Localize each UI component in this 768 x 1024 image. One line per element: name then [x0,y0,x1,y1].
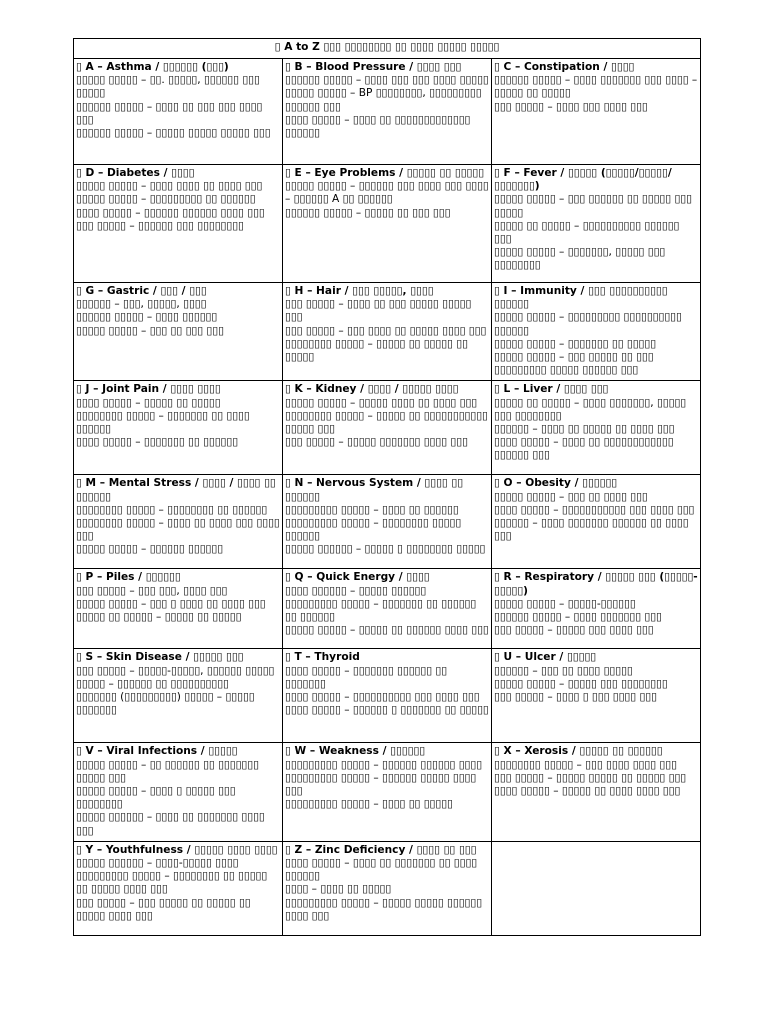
table-row [74,743,701,841]
remedy-line: ▯▯▯▯▯ ▯▯▯▯▯ – ▯▯▯▯▯▯ ▯▯▯▯▯▯ [76,543,224,556]
table-row [74,841,701,935]
remedy-line: ▯▯▯▯▯ ▯▯▯▯▯▯ – ▯▯▯▯-▯▯▯▯▯ ▯▯▯▯ [76,857,239,870]
remedy-line: ▯▯▯▯▯▯▯▯ ▯▯▯▯▯ – ▯▯▯▯▯▯▯▯ ▯▯ ▯▯▯▯▯▯ [76,503,268,516]
remedy-line: ▯▯▯▯▯▯▯▯▯ ▯▯▯▯▯ – ▯▯▯▯▯▯ ▯▯▯▯▯ ▯▯▯▯ ▯▯▯ [285,771,477,798]
remedy-cell [283,475,492,569]
remedy-line: ▯▯▯▯▯▯▯ (▯▯▯▯▯▯▯▯▯) ▯▯▯▯▯ – ▯▯▯▯▯ ▯▯▯▯▯▯▯ [76,691,255,717]
remedy-line: ▯▯▯ ▯▯▯▯▯ – ▯▯▯ ▯▯▯, ▯▯▯▯ ▯▯▯ [76,584,228,597]
remedy-cell [74,283,283,381]
remedy-line: ▯▯▯ ▯▯▯▯▯ – ▯▯▯▯▯-▯▯▯▯▯, ▯▯▯▯▯▯ ▯▯▯▯▯ ▯▯▯▯▯ – ▯▯▯▯▯▯ ▯▯ ▯▯▯▯▯▯▯▯▯▯ [76,664,275,690]
remedy-cell [74,475,283,569]
remedy-cell [492,59,701,165]
remedy-heading: ▯ H – Hair / ▯▯▯ ▯▯▯▯▯, ▯▯▯▯ [285,285,434,297]
remedy-line: ▯▯▯ ▯▯▯▯▯ – ▯▯▯▯ ▯ ▯▯▯ ▯▯▯▯ ▯▯▯ [494,691,657,704]
remedy-heading: ▯ D – Diabetes / ▯▯▯▯ [76,167,195,179]
remedy-cell [283,283,492,381]
remedy-line: ▯▯▯▯▯ ▯▯▯▯▯ – ▯▯▯ ▯▯ ▯▯▯ ▯▯▯ [76,324,224,337]
remedy-line: ▯▯▯▯ ▯▯▯▯▯ – ▯▯▯▯ ▯▯ ▯▯▯▯▯▯▯ ▯▯ ▯▯▯▯ ▯▯▯▯▯▯ [285,857,478,883]
remedy-line: ▯▯▯ ▯▯▯▯▯ – ▯▯▯ ▯▯▯▯▯ ▯▯ ▯▯▯▯▯ ▯▯ ▯▯▯▯▯ ▯▯▯▯ ▯▯▯ [76,896,251,922]
table-row [74,475,701,569]
remedy-cell [283,841,492,935]
remedy-line: ▯▯▯ ▯▯▯▯▯ – ▯▯▯▯▯ ▯▯▯▯▯▯▯ ▯▯▯▯ ▯▯▯ [285,436,468,449]
remedy-line: ▯▯▯▯▯ ▯▯▯▯▯ – ▯▯▯ ▯ ▯▯▯▯ ▯▯ ▯▯▯▯ ▯▯▯ [76,597,266,610]
remedy-line: ▯▯▯▯ ▯▯▯▯▯ – ▯▯▯▯ ▯▯ ▯▯▯▯▯▯▯▯▯▯▯▯▯ ▯▯▯▯▯▯ [285,113,471,140]
remedy-line: ▯▯▯▯ ▯▯▯▯▯ – ▯▯▯▯▯ ▯▯ ▯▯▯▯▯ [76,396,221,409]
table-row [74,283,701,381]
remedy-line: ▯▯▯▯▯ ▯▯▯▯▯ – ▯▯▯▯▯▯▯▯▯ ▯▯▯▯▯▯▯▯▯▯ ▯▯▯▯▯▯ [494,311,682,337]
remedy-line: ▯▯▯▯▯▯▯▯▯ ▯▯▯▯▯ – ▯▯▯▯ ▯▯ ▯▯▯▯▯▯ [285,503,459,516]
table-row [74,381,701,475]
remedy-line: ▯▯▯▯▯ ▯▯▯▯▯ – ▯▯▯▯▯▯ ▯▯▯ ▯▯▯▯ ▯▯▯ ▯▯▯▯ – ▯▯▯▯▯▯ A ▯▯ ▯▯▯▯▯▯ [285,180,489,206]
remedy-line: ▯▯▯▯▯ ▯▯▯▯▯▯ – ▯▯▯▯ ▯▯ ▯▯▯▯▯▯▯ ▯▯▯▯ ▯▯▯ [76,811,265,837]
remedy-cell [283,165,492,283]
remedy-heading: ▯ I – Immunity / ▯▯▯ ▯▯▯▯▯▯▯▯▯▯ ▯▯▯▯▯▯ [494,285,668,311]
remedy-line: ▯▯▯▯ ▯▯▯▯▯ – ▯▯▯▯▯▯▯▯▯▯ ▯▯▯ ▯▯▯▯ ▯▯▯ [285,691,480,704]
remedy-line: ▯▯▯▯ ▯▯▯▯▯▯ – ▯▯▯▯▯ ▯▯▯▯▯▯ [285,584,427,597]
table-row [74,569,701,649]
remedy-line: ▯▯▯▯▯▯▯▯▯ ▯▯▯▯▯ – ▯▯▯▯▯▯▯ ▯▯ ▯▯▯▯▯▯ ▯▯ ▯▯▯▯▯▯ [285,597,477,624]
remedy-cell [74,743,283,841]
remedy-line: ▯▯▯▯▯▯▯▯ ▯▯▯▯▯ – ▯▯▯▯ ▯▯ ▯▯▯▯ ▯▯▯ ▯▯▯▯ ▯▯▯ [76,517,280,543]
remedy-line: ▯▯▯▯▯▯ ▯▯▯▯▯ – ▯▯▯▯ ▯▯▯▯▯▯▯ ▯▯▯ ▯▯▯▯ – ▯▯▯▯▯ ▯▯ ▯▯▯▯▯ [494,74,698,100]
remedy-line: ▯▯▯▯▯▯▯▯ ▯▯▯▯▯ – ▯▯▯▯▯ ▯▯ ▯▯▯▯▯ ▯▯ ▯▯▯▯▯ [285,337,468,364]
remedy-cell [492,475,701,569]
remedy-line: ▯▯▯▯▯ ▯▯▯▯▯ – ▯▯▯▯ ▯ ▯▯▯▯▯ ▯▯▯ ▯▯▯▯▯▯▯▯ [76,785,236,811]
remedy-cell [74,381,283,475]
remedy-cell [74,649,283,743]
table-title: ▯ A to Z ▯▯▯ ▯▯▯▯▯▯▯▯ ▯▯ ▯▯▯▯ ▯▯▯▯▯ ▯▯▯▯▯ [74,39,701,59]
remedy-line: ▯▯▯▯ – ▯▯▯▯ ▯▯ ▯▯▯▯▯ [285,883,392,896]
remedy-line: ▯▯▯▯▯▯ – ▯▯▯ ▯▯ ▯▯▯▯ ▯▯▯▯▯ [494,664,633,677]
remedy-line: ▯▯▯▯ ▯▯▯▯▯ – ▯▯▯▯▯▯▯ ▯▯ ▯▯▯▯▯▯ [76,436,239,449]
remedy-line: ▯▯▯▯▯ ▯▯▯▯▯ – ▯▯▯▯▯▯▯▯▯ ▯▯ ▯▯▯▯▯▯ [76,193,256,206]
remedy-cell [283,649,492,743]
remedy-line: ▯▯▯▯▯▯ ▯▯▯▯▯ – ▯▯▯▯ ▯▯▯▯▯▯ [76,311,218,324]
remedy-line: ▯▯▯▯▯ ▯▯▯▯▯ – ▯▯▯▯▯ ▯▯▯▯ ▯▯ ▯▯▯▯ ▯▯▯ [285,396,478,409]
remedy-line: ▯▯▯▯▯ ▯▯▯▯▯ – ▯▯▯▯ ▯▯▯▯ ▯▯ ▯▯▯▯ ▯▯▯ [76,180,263,193]
remedy-line: ▯▯▯▯▯ ▯▯▯▯▯ – ▯▯▯ ▯▯ ▯▯▯▯ ▯▯▯ [494,490,648,503]
remedy-table [73,38,701,936]
document-page [73,38,700,936]
remedy-line: ▯▯▯▯▯▯ ▯▯▯▯▯ – ▯▯▯▯ ▯▯▯▯▯▯▯ ▯▯▯ [494,611,662,624]
remedy-line: ▯▯▯▯▯ ▯▯▯▯▯ – BP ▯▯▯▯▯▯▯▯, ▯▯▯▯▯▯▯▯▯ ▯▯▯▯▯▯ ▯▯▯ [285,87,482,113]
remedy-cell [492,283,701,381]
remedy-cell [283,569,492,649]
table-row [74,649,701,743]
remedy-line: ▯▯▯▯▯▯ ▯▯▯▯▯ – ▯▯▯▯ ▯▯ ▯▯▯ ▯▯▯ ▯▯▯▯ ▯▯▯ [76,100,263,126]
remedy-heading: ▯ B – Blood Pressure / ▯▯▯▯ ▯▯▯ [285,61,462,73]
remedy-line: ▯▯▯ ▯▯▯▯▯ – ▯▯▯▯▯ ▯▯▯ ▯▯▯▯ ▯▯▯ [494,624,654,637]
remedy-heading: ▯ F – Fever / ▯▯▯▯▯ (▯▯▯▯▯/▯▯▯▯▯/▯▯▯▯▯▯▯) [494,167,672,193]
remedy-line: ▯▯▯▯ ▯▯▯▯▯ – ▯▯▯▯▯▯ ▯ ▯▯▯▯▯▯▯ ▯▯ ▯▯▯▯▯ [285,704,489,717]
remedy-line: ▯▯▯▯▯▯▯▯▯ ▯▯▯▯▯ – ▯▯▯▯▯▯ ▯▯▯▯▯▯ ▯▯▯▯ [285,758,483,771]
remedy-line: ▯▯▯▯▯▯▯▯▯ ▯▯▯▯▯ – ▯▯▯▯▯▯▯▯ ▯▯ ▯▯▯▯▯ ▯▯ ▯▯▯▯▯ ▯▯▯▯ ▯▯▯ [76,870,268,896]
remedy-line: ▯▯▯▯▯▯ ▯▯▯▯▯ – ▯▯▯▯▯ ▯▯ ▯▯▯ ▯▯▯ [285,206,451,219]
remedy-line: ▯▯▯ ▯▯▯▯▯ – ▯▯▯▯▯▯ ▯▯▯ ▯▯▯▯▯▯▯▯ [76,219,244,232]
remedy-cell [492,743,701,841]
remedy-heading: ▯ P – Piles / ▯▯▯▯▯▯ [76,571,181,584]
remedy-line: ▯▯▯ ▯▯▯▯▯ – ▯▯▯▯▯ ▯▯▯▯▯ ▯▯ ▯▯▯▯▯ ▯▯▯ [494,771,687,784]
remedy-line: ▯▯▯▯▯▯ ▯▯▯▯▯ – ▯▯▯▯▯ ▯▯▯▯▯ ▯▯▯▯▯ ▯▯▯ [76,127,271,140]
remedy-line: ▯▯▯▯▯▯ – ▯▯▯▯ ▯▯ ▯▯▯▯▯ ▯▯ ▯▯▯▯ ▯▯▯ [494,423,675,436]
remedy-line: ▯▯▯▯ ▯▯▯▯▯ – ▯▯▯▯▯▯▯▯▯▯▯ ▯▯▯ ▯▯▯▯ ▯▯▯ [494,503,695,516]
remedy-heading: ▯ V – Viral Infections / ▯▯▯▯▯ [76,745,238,758]
remedy-cell [283,743,492,841]
remedy-line: ▯▯▯▯▯ ▯▯▯▯▯ – ▯▯ ▯▯▯▯▯▯ ▯▯ ▯▯▯▯▯▯▯ ▯▯▯▯▯ ▯▯▯ [76,758,259,784]
remedy-heading: ▯ L – Liver / ▯▯▯▯ ▯▯▯ [494,383,609,396]
remedy-heading: ▯ X – Xerosis / ▯▯▯▯▯ ▯▯ ▯▯▯▯▯▯ [494,745,663,758]
remedy-line: ▯▯▯▯▯ ▯▯▯▯▯ – ▯▯▯▯▯-▯▯▯▯▯▯ [494,597,636,610]
remedy-line: ▯▯▯▯▯ ▯▯▯▯▯▯ – ▯▯▯▯▯ ▯ ▯▯▯▯▯▯▯▯ ▯▯▯▯▯ [285,543,486,556]
remedy-heading: ▯ U – Ulcer / ▯▯▯▯▯ [494,651,597,664]
remedy-heading: ▯ N – Nervous System / ▯▯▯▯ ▯▯ ▯▯▯▯▯▯ [285,477,464,503]
remedy-line: ▯▯▯▯▯ ▯▯▯▯▯ – ▯▯▯▯▯▯▯, ▯▯▯▯▯ ▯▯▯ ▯▯▯▯▯▯▯▯ [494,246,666,272]
remedy-heading: ▯ Y – Youthfulness / ▯▯▯▯▯ ▯▯▯▯ ▯▯▯▯ [76,843,278,856]
remedy-cell [492,165,701,283]
remedy-line: ▯▯▯▯▯ ▯▯▯▯▯ – ▯▯▯ ▯▯▯▯▯▯ ▯▯ ▯▯▯▯▯ ▯▯▯ ▯▯▯▯▯ [494,193,692,219]
remedy-heading: ▯ A – Asthma / ▯▯▯▯▯▯ (▯▯▯) [76,61,229,73]
remedy-heading: ▯ Q – Quick Energy / ▯▯▯▯ [285,571,430,584]
remedy-line: ▯▯▯▯▯ ▯▯▯▯▯ – ▯▯▯ ▯▯▯▯▯ ▯▯ ▯▯▯ ▯▯▯▯▯▯▯▯▯ ▯▯▯▯▯ ▯▯▯▯▯▯ ▯▯▯ [494,351,654,377]
remedy-cell [74,569,283,649]
remedy-line: ▯▯▯▯ ▯▯▯▯▯ – ▯▯▯▯▯▯ ▯▯▯▯▯▯ ▯▯▯▯ ▯▯▯ [76,206,265,219]
remedy-line: ▯▯▯▯▯ ▯▯ ▯▯▯▯▯ – ▯▯▯▯▯ ▯▯ ▯▯▯▯▯ [76,611,242,624]
remedy-line: ▯▯▯▯▯▯▯▯▯ ▯▯▯▯▯ – ▯▯▯▯ ▯▯ ▯▯▯▯▯ [285,798,453,811]
remedy-line: ▯▯▯ ▯▯▯▯▯ – ▯▯▯ ▯▯▯▯ ▯▯ ▯▯▯▯▯ ▯▯▯▯ ▯▯▯ [285,324,487,337]
remedy-line: ▯▯▯▯▯▯ – ▯▯▯, ▯▯▯▯▯, ▯▯▯▯ [76,298,207,311]
remedy-line: ▯▯▯▯▯ ▯▯ ▯▯▯▯▯ – ▯▯▯▯▯▯▯▯▯▯ ▯▯▯▯▯▯ ▯▯▯ [494,219,680,246]
remedy-line: ▯▯▯▯▯ ▯▯▯▯▯ – ▯▯. ▯▯▯▯▯, ▯▯▯▯▯▯ ▯▯▯ ▯▯▯▯▯ [76,74,260,100]
remedy-line: ▯▯▯▯▯▯▯▯ ▯▯▯▯▯ – ▯▯▯▯▯ ▯▯ ▯▯▯▯▯▯▯▯▯▯▯ ▯▯▯▯▯ ▯▯▯ [285,409,488,436]
remedy-cell [492,569,701,649]
table-row [74,59,701,165]
remedy-line: ▯▯▯▯▯ ▯▯▯▯▯ – ▯▯▯▯▯ ▯▯▯ ▯▯▯▯▯▯▯▯ [494,677,668,690]
remedy-line: ▯▯▯▯▯ ▯▯▯▯▯ – ▯▯▯▯▯ ▯▯ ▯▯▯▯▯▯ ▯▯▯▯ ▯▯▯ [285,624,489,637]
remedy-cell [492,841,701,935]
remedy-line: ▯▯▯▯▯▯▯▯ ▯▯▯▯▯ – ▯▯▯▯▯▯▯ ▯▯ ▯▯▯▯ ▯▯▯▯▯▯ [76,409,250,436]
remedy-cell [492,649,701,743]
remedy-heading: ▯ W – Weakness / ▯▯▯▯▯▯ [285,745,426,758]
remedy-line: ▯▯▯▯▯ ▯▯▯▯▯ – ▯▯▯▯▯▯▯ ▯▯ ▯▯▯▯▯ [494,337,657,350]
remedy-cell [283,381,492,475]
remedy-cell [74,165,283,283]
table-body [74,59,701,936]
remedy-heading: ▯ J – Joint Pain / ▯▯▯▯ ▯▯▯▯ [76,383,221,396]
remedy-heading: ▯ S – Skin Disease / ▯▯▯▯▯ ▯▯▯ [76,651,244,664]
remedy-line: ▯▯▯▯ ▯▯▯▯▯ – ▯▯▯▯▯ ▯▯ ▯▯▯▯ ▯▯▯▯ ▯▯▯ [494,785,681,798]
remedy-heading: ▯ R – Respiratory / ▯▯▯▯▯ ▯▯▯ (▯▯▯▯▯-▯▯▯▯▯) [494,571,698,597]
remedy-line: ▯▯▯ ▯▯▯▯▯ – ▯▯▯▯ ▯▯ ▯▯▯ ▯▯▯▯▯ ▯▯▯▯▯ ▯▯▯ [285,298,472,324]
remedy-cell [74,841,283,935]
remedy-line: ▯▯▯▯▯▯▯▯▯ ▯▯▯▯▯ – ▯▯▯▯▯▯▯▯ ▯▯▯▯▯ ▯▯▯▯▯▯ [285,517,462,543]
remedy-line: ▯▯▯▯▯▯ – ▯▯▯▯ ▯▯▯▯▯▯▯ ▯▯▯▯▯▯ ▯▯ ▯▯▯▯ ▯▯▯ [494,517,689,543]
remedy-heading: ▯ C – Constipation / ▯▯▯▯ [494,61,635,73]
remedy-heading: ▯ E – Eye Problems / ▯▯▯▯▯ ▯▯ ▯▯▯▯▯ [285,167,485,179]
remedy-line: ▯▯▯▯▯▯▯▯ ▯▯▯▯▯ – ▯▯▯ ▯▯▯▯ ▯▯▯▯ ▯▯▯ [494,758,677,771]
remedy-line: ▯▯▯▯▯▯ ▯▯▯▯▯ – ▯▯▯▯ ▯▯▯ ▯▯▯ ▯▯▯▯ ▯▯▯▯▯ [285,74,489,87]
remedy-heading: ▯ M – Mental Stress / ▯▯▯▯ / ▯▯▯▯ ▯▯ ▯▯▯▯▯▯ [76,477,276,503]
remedy-line: ▯▯▯▯ ▯▯▯▯▯ – ▯▯▯▯▯▯▯ ▯▯▯▯▯▯ ▯▯ ▯▯▯▯▯▯▯ [285,664,448,690]
remedy-heading: ▯ G – Gastric / ▯▯▯ / ▯▯▯ [76,285,207,297]
remedy-line: ▯▯▯ ▯▯▯▯▯ – ▯▯▯▯ ▯▯▯ ▯▯▯▯ ▯▯▯ [494,100,648,113]
remedy-heading: ▯ T – Thyroid [285,651,360,664]
table-row [74,165,701,283]
remedy-heading: ▯ K – Kidney / ▯▯▯▯ / ▯▯▯▯▯ ▯▯▯▯ [285,383,459,396]
remedy-line: ▯▯▯▯▯ ▯▯ ▯▯▯▯▯ – ▯▯▯▯ ▯▯▯▯▯▯▯, ▯▯▯▯▯ ▯▯▯ ▯▯▯▯▯▯▯▯ [494,396,687,422]
remedy-cell [74,59,283,165]
remedy-cell [283,59,492,165]
remedy-cell [492,381,701,475]
remedy-line: ▯▯▯▯▯▯▯▯▯ ▯▯▯▯▯ – ▯▯▯▯▯ ▯▯▯▯▯ ▯▯▯▯▯▯ ▯▯▯▯ ▯▯▯ [285,896,483,922]
remedy-heading: ▯ O – Obesity / ▯▯▯▯▯▯ [494,477,618,490]
remedy-line: ▯▯▯▯ ▯▯▯▯▯ – ▯▯▯▯ ▯▯ ▯▯▯▯▯▯▯▯▯▯▯▯ ▯▯▯▯▯▯ ▯▯▯ [494,436,674,462]
remedy-heading: ▯ Z – Zinc Deficiency / ▯▯▯▯ ▯▯ ▯▯▯ [285,843,477,856]
